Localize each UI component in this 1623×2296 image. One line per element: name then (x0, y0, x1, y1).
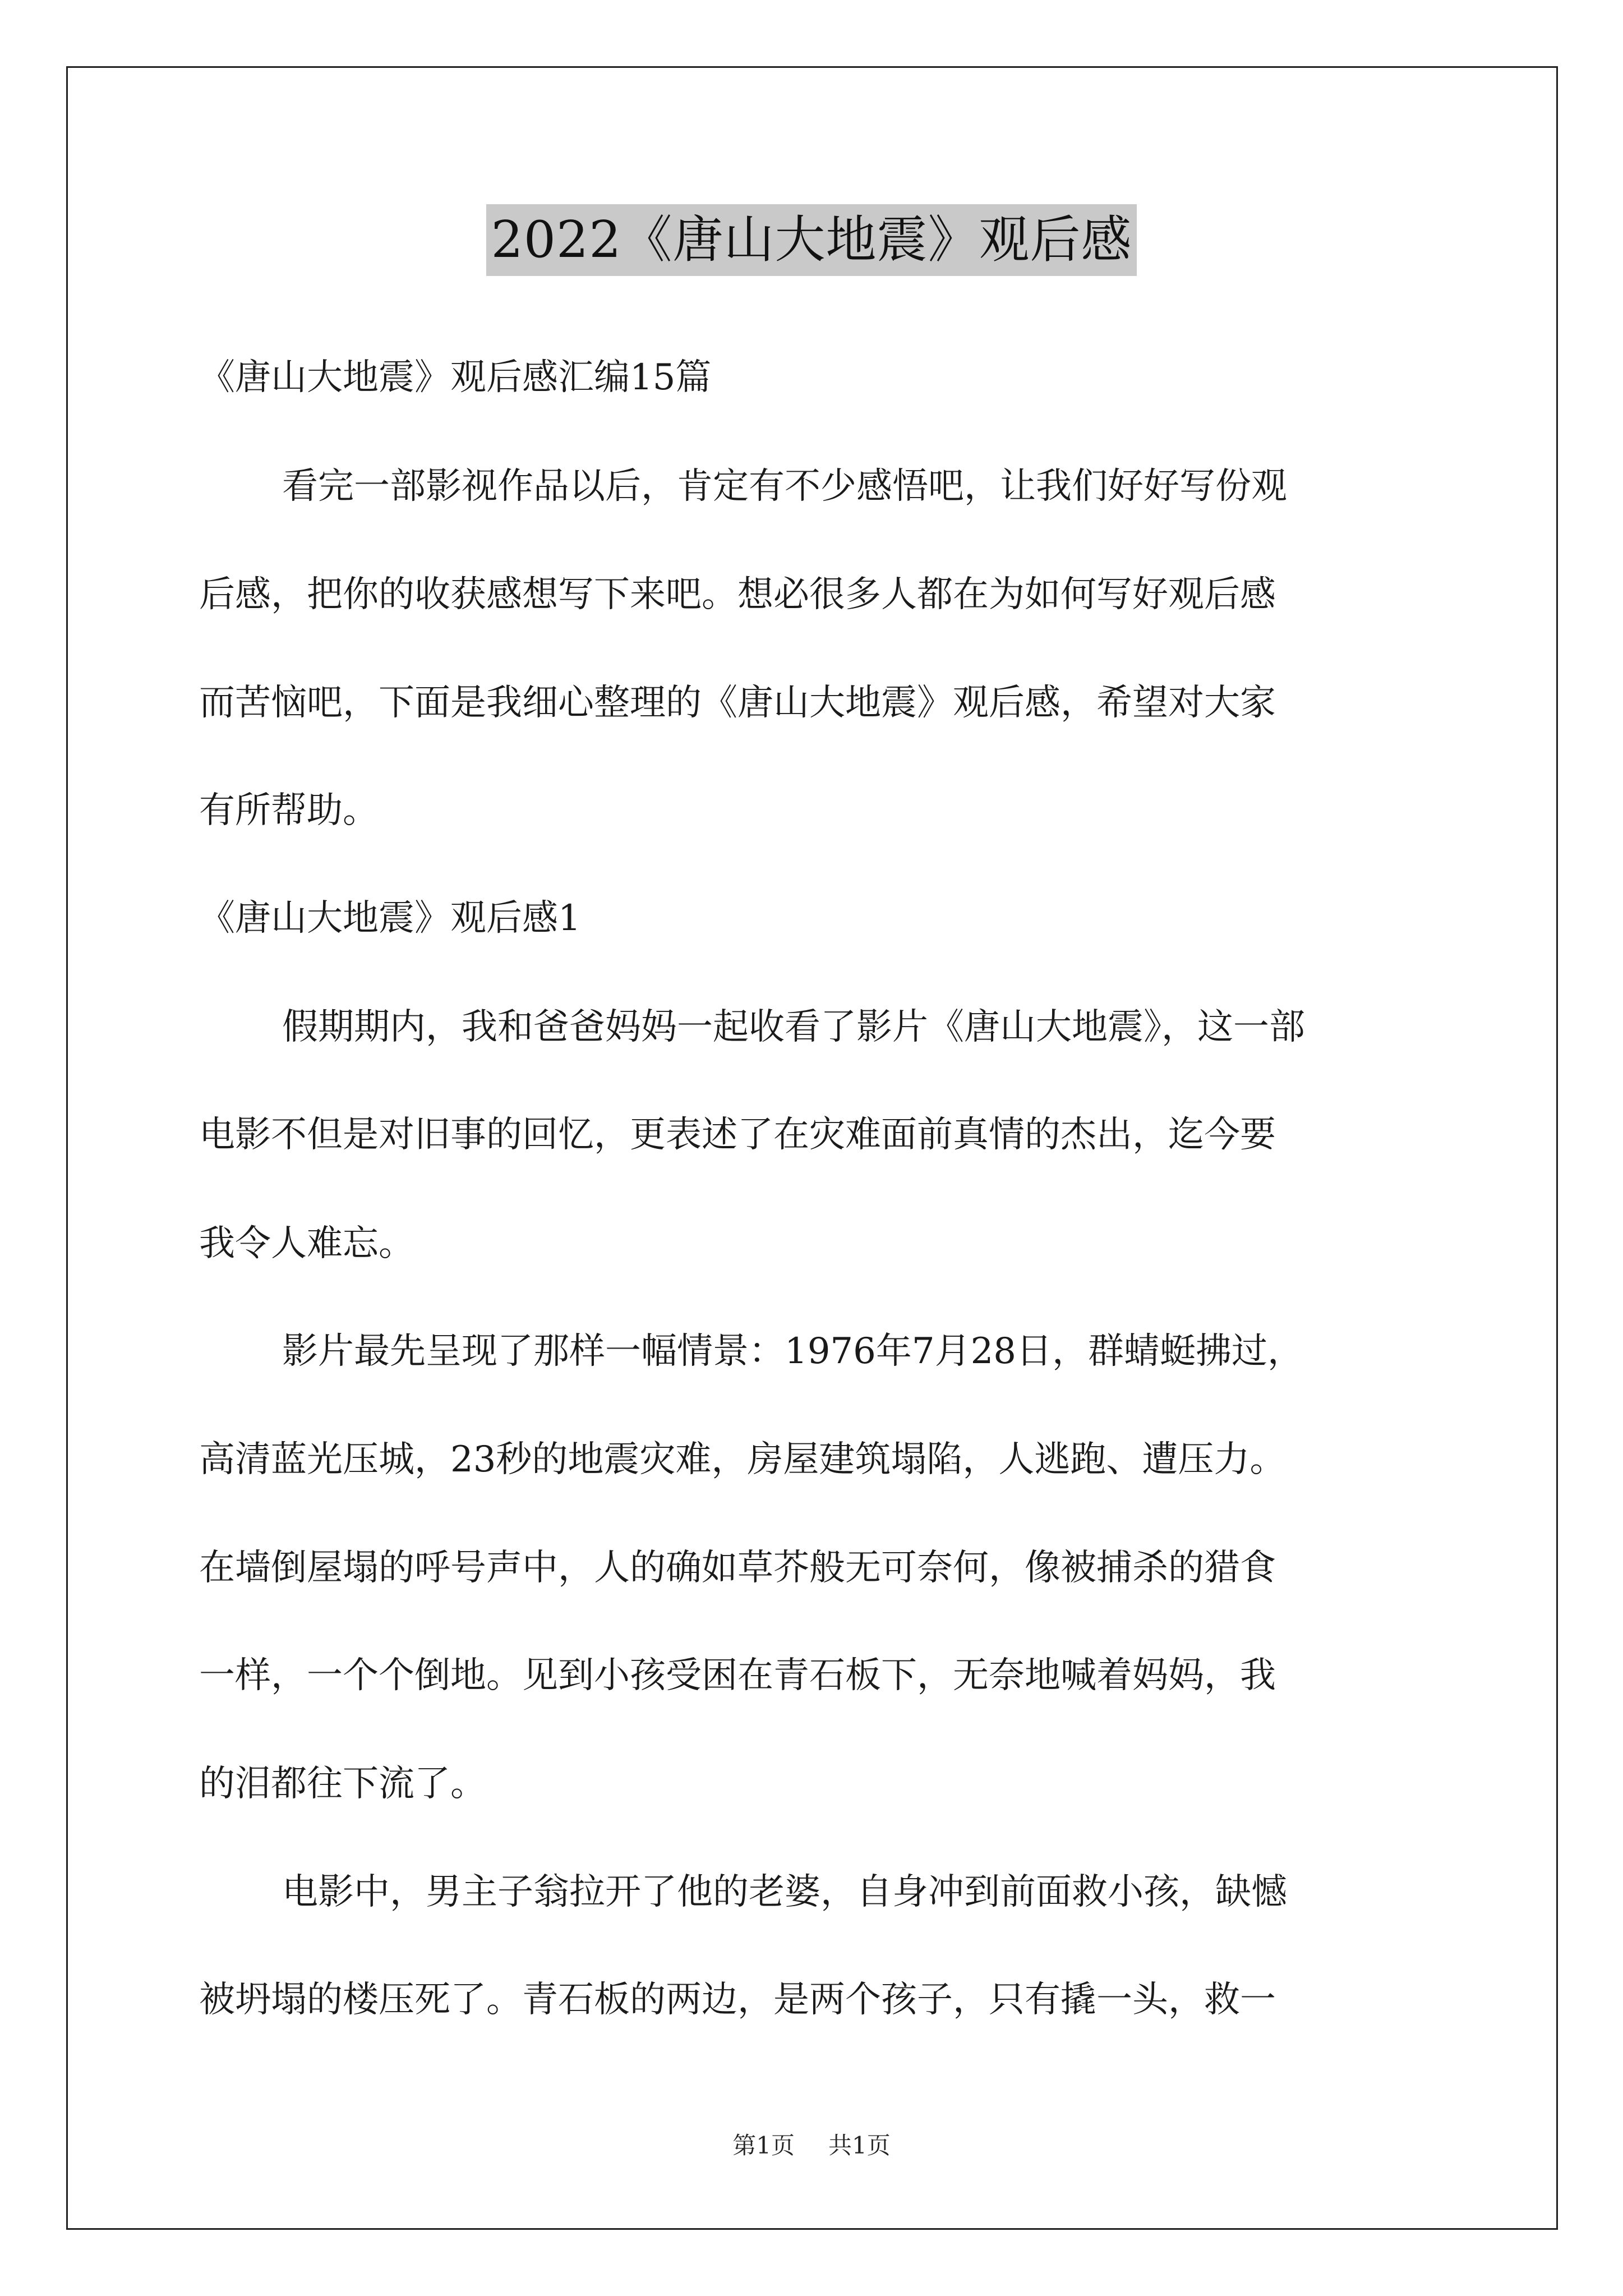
paragraph-line: 我令人难忘。 (199, 1223, 414, 1264)
document-title: 2022《唐山大地震》观后感 (486, 204, 1136, 276)
paragraph-line: 影片最先呈现了那样一幅情景：1976年7月28日，群蜻蜓拂过， (282, 1331, 1304, 1372)
paragraph-line: 有所帮助。 (199, 790, 379, 831)
paragraph-line: 一样，一个个倒地。见到小孩受困在青石板下，无奈地喊着妈妈，我 (199, 1655, 1276, 1696)
paragraph-line: 看完一部影视作品以后，肯定有不少感悟吧，让我们好好写份观 (282, 466, 1287, 507)
section-heading: 《唐山大地震》观后感1 (199, 898, 581, 939)
paragraph-line: 假期期内，我和爸爸妈妈一起收看了影片《唐山大地震》，这一部 (282, 1006, 1305, 1048)
title-container (0, 204, 1623, 276)
page-footer (0, 2129, 1623, 2162)
page-number-total: 共1页 (828, 2132, 891, 2159)
page-number-current: 第1页 (732, 2132, 795, 2159)
document-subtitle: 《唐山大地震》观后感汇编15篇 (199, 357, 712, 398)
paragraph-line: 被坍塌的楼压死了。青石板的两边，是两个孩子，只有撬一头，救一 (199, 1979, 1276, 2021)
paragraph-line: 高清蓝光压城，23秒的地震灾难，房屋建筑塌陷，人逃跑、遭压力。 (199, 1439, 1286, 1480)
paragraph-line: 后感，把你的收获感想写下来吧。想必很多人都在为如何写好观后感 (199, 574, 1276, 615)
paragraph-line: 电影不但是对旧事的回忆，更表述了在灾难面前真情的杰出，迄今要 (199, 1114, 1276, 1156)
paragraph-line: 的泪都往下流了。 (199, 1763, 486, 1805)
paragraph-line: 在墙倒屋塌的呼号声中，人的确如草芥般无可奈何，像被捕杀的猎食 (199, 1547, 1276, 1589)
paragraph-line: 而苦恼吧，下面是我细心整理的《唐山大地震》观后感，希望对大家 (199, 682, 1276, 724)
paragraph-line: 电影中，男主子翁拉开了他的老婆，自身冲到前面救小孩，缺憾 (282, 1871, 1287, 1913)
